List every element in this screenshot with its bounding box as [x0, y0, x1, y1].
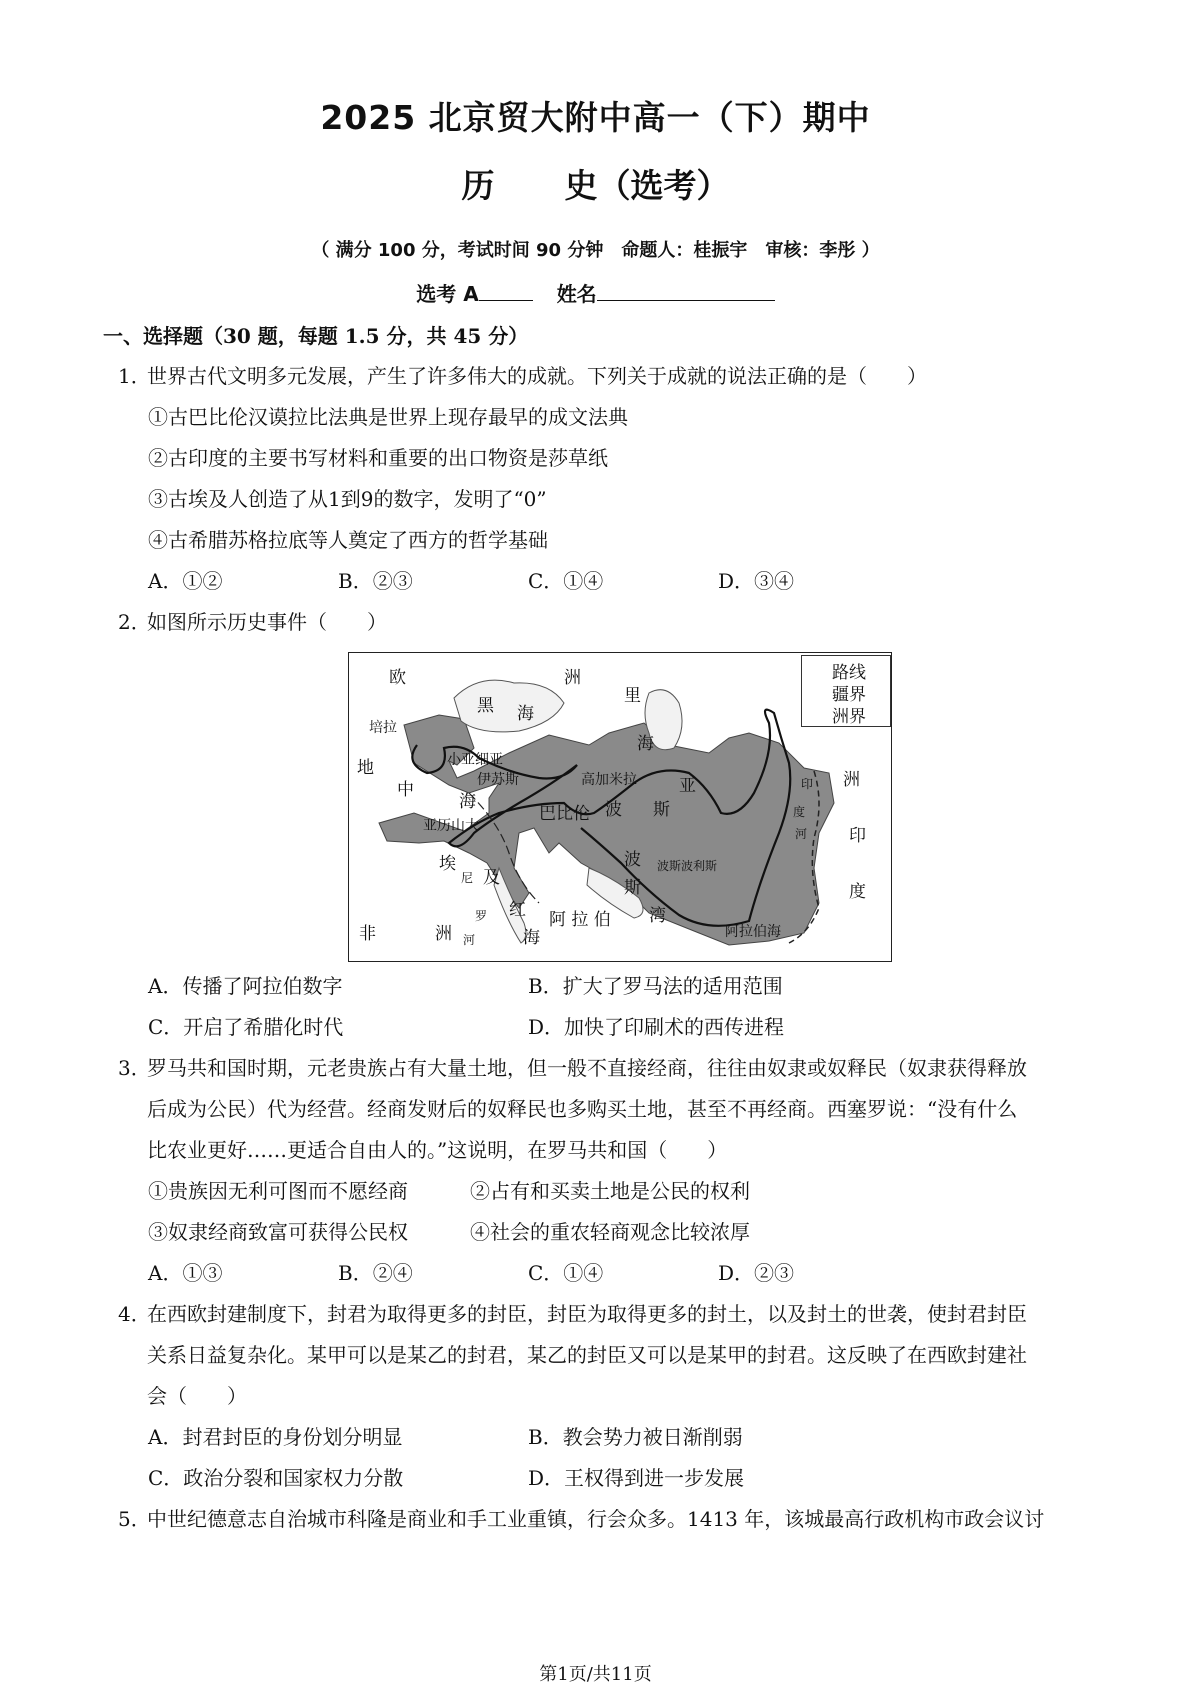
map-label: 湾 — [649, 906, 666, 926]
map-label: 高加米拉 — [581, 772, 637, 788]
q2-option-c[interactable]: C．开启了希腊化时代 — [148, 1015, 344, 1039]
map-label: 伊苏斯 — [477, 772, 519, 788]
black-sea — [454, 680, 564, 732]
map-label: 阿 拉 伯 — [549, 910, 611, 930]
map-label: 中 — [397, 780, 414, 800]
q2-option-d[interactable]: D．加快了印刷术的西传进程 — [528, 1015, 785, 1039]
q3-item: ②占有和买卖土地是公民的权利 — [470, 1179, 750, 1203]
map-label: 培拉 — [369, 720, 397, 736]
q3-option-a[interactable]: A．①③ — [148, 1261, 223, 1285]
exam-info: （ 满分 100 分，考试时间 90 分钟 命题人：桂振宇 审核：李彤 ） — [311, 240, 880, 261]
map-label: 波 — [605, 800, 622, 820]
map-label: 海 — [523, 928, 540, 948]
q1-item: ①古巴比伦汉谟拉比法典是世界上现存最早的成文法典 — [148, 405, 628, 429]
q3-item: ①贵族因无利可图而不愿经商 — [148, 1179, 408, 1203]
map-label: 埃 — [439, 854, 456, 874]
q2-option-a[interactable]: A．传播了阿拉伯数字 — [148, 974, 343, 998]
map-label: 海 — [517, 704, 534, 724]
q1-item: ②古印度的主要书写材料和重要的出口物资是莎草纸 — [148, 446, 608, 470]
map-label: 波 — [624, 850, 641, 870]
q3-stem: 3．罗马共和国时期，元老贵族占有大量土地，但一般不直接经商，往往由奴隶或奴释民（奴隶获得释放 — [118, 1056, 1027, 1080]
alexander-campaign-map — [348, 652, 892, 962]
q4-option-b[interactable]: B．教会势力被日渐削弱 — [528, 1425, 743, 1449]
map-label: 里 — [624, 686, 641, 706]
q3-option-d[interactable]: D．②③ — [718, 1261, 795, 1285]
map-label: 印 — [849, 826, 866, 846]
map-label: 度 — [849, 882, 866, 902]
map-label: 黑 — [477, 696, 494, 716]
map-label: 巴比伦 — [539, 804, 590, 824]
map-label: 阿拉伯海 — [725, 924, 781, 940]
map-label: 亚 — [679, 776, 696, 796]
map-label: 红 — [509, 900, 526, 920]
map-legend — [801, 655, 891, 727]
legend-continent: 洲界 — [832, 707, 866, 727]
name-fill-line: 选考 A 姓名 — [0, 278, 1191, 307]
q2-option-b[interactable]: B．扩大了罗马法的适用范围 — [528, 974, 783, 998]
map-label: 罗 — [475, 909, 488, 923]
map-label: 非 — [359, 924, 376, 944]
q1-stem: 1．世界古代文明多元发展，产生了许多伟大的成就。下列关于成就的说法正确的是（ ） — [118, 364, 927, 388]
legend-frontier: 疆界 — [832, 685, 866, 705]
q5-stem: 5．中世纪德意志自治城市科隆是商业和手工业重镇，行会众多。1413 年，该城最高行政机构市政会议讨 — [118, 1507, 1045, 1531]
subject-title: 历 史（选考） — [461, 166, 730, 205]
map-label: 斯 — [653, 800, 670, 820]
q1-item: ④古希腊苏格拉底等人奠定了西方的哲学基础 — [148, 528, 548, 552]
q4-stem-line: 会（ ） — [147, 1384, 247, 1408]
q1-option-d[interactable]: D．③④ — [718, 569, 795, 593]
q1-option-b[interactable]: B．②③ — [338, 569, 413, 593]
q1-option-c[interactable]: C．①④ — [528, 569, 604, 593]
map-label: 度 — [793, 805, 806, 819]
map-label: 洲 — [564, 668, 581, 688]
map-label: 尼 — [461, 871, 474, 885]
q2-stem: 2．如图所示历史事件（ ） — [118, 610, 387, 634]
map-label: 河 — [463, 933, 476, 947]
map-label: 波斯波利斯 — [657, 859, 718, 873]
q3-option-c[interactable]: C．①④ — [528, 1261, 604, 1285]
map-label: 海 — [459, 792, 476, 812]
q4-option-d[interactable]: D．王权得到进一步发展 — [528, 1466, 745, 1490]
map-label: 河 — [795, 827, 808, 841]
map-label: 洲 — [435, 924, 452, 944]
section-heading: 一、选择题（30 题，每题 1.5 分，共 45 分） — [103, 324, 529, 348]
legend-route: 路线 — [832, 663, 866, 683]
q4-stem: 4．在西欧封建制度下，封君为取得更多的封臣，封臣为取得更多的封土，以及封土的世袭，使封君封臣 — [118, 1302, 1027, 1326]
q1-item: ③古埃及人创造了从1到9的数字，发明了“0” — [148, 487, 547, 511]
q4-option-a[interactable]: A．封君封臣的身份划分明显 — [148, 1425, 403, 1449]
map-label: 亚历山大 — [423, 818, 479, 834]
q1-option-a[interactable]: A．①② — [148, 569, 223, 593]
q3-item: ④社会的重农轻商观念比较浓厚 — [470, 1220, 750, 1244]
map-label: 小亚细亚 — [447, 752, 503, 768]
map-label: 洲 — [843, 770, 860, 790]
map-label: 斯 — [624, 878, 641, 898]
q3-item: ③奴隶经商致富可获得公民权 — [148, 1220, 408, 1244]
map-label: 欧 — [389, 668, 406, 688]
q4-stem-line: 关系日益复杂化。某甲可以是某乙的封君，某乙的封臣又可以是某甲的封君。这反映了在西欧封建社 — [147, 1343, 1027, 1367]
page-number: 第1页/共11页 — [539, 1664, 652, 1685]
map-label: 海 — [637, 734, 654, 754]
q3-stem-line: 比农业更好……更适合自由人的。”这说明，在罗马共和国（ ） — [147, 1138, 728, 1162]
exam-title: 2025 北京贸大附中高一（下）期中 — [320, 98, 871, 137]
q3-stem-line: 后成为公民）代为经营。经商发财后的奴释民也多购买土地，甚至不再经商。西塞罗说：“没有什么 — [147, 1097, 1018, 1121]
map-label: 地 — [357, 758, 374, 778]
map-label: 及 — [483, 868, 500, 888]
map-label: 印 — [801, 777, 814, 791]
q4-option-c[interactable]: C．政治分裂和国家权力分散 — [148, 1466, 404, 1490]
q3-option-b[interactable]: B．②④ — [338, 1261, 413, 1285]
